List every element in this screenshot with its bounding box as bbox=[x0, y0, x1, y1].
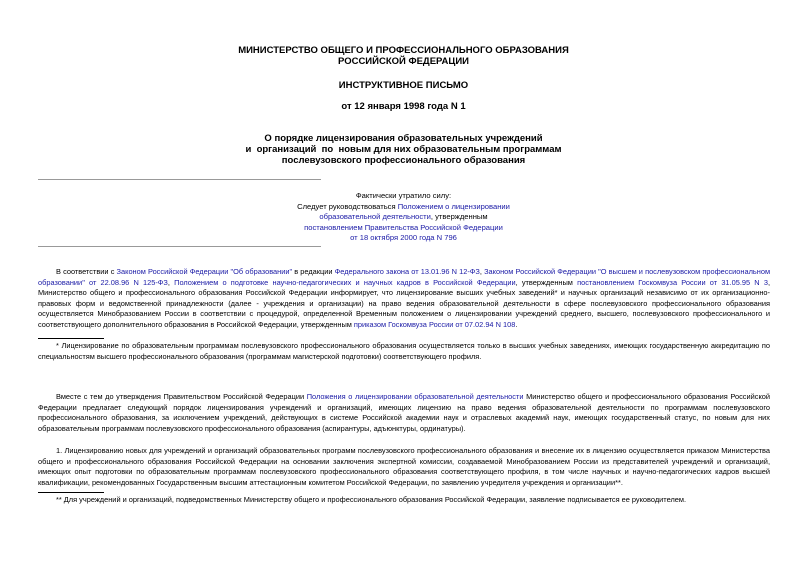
title-line-3: послевузовского профессионального образования bbox=[281, 155, 526, 166]
link-decree-date[interactable]: от 18 октября 2000 года N 796 bbox=[350, 233, 457, 243]
status-note-line-3: образовательной деятельности, утвержденным bbox=[319, 212, 488, 222]
link-goskomvuz-decree[interactable]: постановлением Госкомвуза России от 31.05.95 N 3 bbox=[577, 277, 768, 287]
link-law-education[interactable]: Законом Российской Федерации "Об образовании" bbox=[116, 267, 293, 276]
link-licensing-regulation[interactable]: Положения о лицензировании образовательной деятельности bbox=[306, 392, 524, 401]
document-type: ИНСТРУКТИВНОЕ ПИСЬМО bbox=[338, 80, 469, 91]
divider-top bbox=[38, 179, 321, 180]
link-regulation-cont[interactable]: образовательной деятельности bbox=[319, 212, 431, 222]
link-goskomvuz-order[interactable]: приказом Госкомвуза России от 07.02.94 N 108 bbox=[353, 319, 516, 329]
status-note-line-2: Следует руководствоваться Положением о лицензировании bbox=[297, 201, 510, 211]
paragraph-1: В соответствии с Законом Российской Федерации "Об образовании" в редакции Федерального закона от 13.01.96 N 12-ФЗ, Законом Российской Федерации "О высшем и послевузовском профессиональном образовании" от 22.08.96 N 125-ФЗ, Положением о подготовке научно-педагогических и научных кадров в Российской Федерации, утвержденным постановлением Госкомвуза России от 31.05.95 N 3, Министерство общего и профессионального образования Российской Федерации информирует, что лицензирование высших учебных заведений* и научных организаций независимо от их организационно-правовых форм и ведомственной принадлежности (далее - учреждения и организации) на право ведения образовательной деятельности в сфере послевузовского профессионального образования осуществляется Минобразованием России в соответствии с процедурой, определенной Временным положением о лицензировании учреждений среднего, высшего, послевузовского профессионального и соответствующего дополнительного образования в Российской Федерации, утвержденным приказом Госкомвуза России от 07.02.94 N 108. bbox=[38, 267, 771, 329]
document-title bbox=[0, 133, 807, 166]
title-line-1: О порядке лицензирования образовательных учреждений bbox=[264, 133, 543, 144]
divider-bottom bbox=[38, 246, 321, 247]
link-regulation[interactable]: Положением о лицензировании bbox=[397, 201, 510, 211]
footnote-divider-1 bbox=[38, 338, 104, 339]
ministry-line-2: РОССИЙСКОЙ ФЕДЕРАЦИИ bbox=[337, 56, 469, 67]
link-law-higher-education[interactable]: Законом Российской Федерации "О высшем и послевузовском профессиональном образовании" от 22.08.96 N 125-ФЗ bbox=[38, 267, 771, 287]
status-note-line-5 bbox=[0, 233, 807, 244]
link-government-decree[interactable]: постановлением Правительства Российской Федерации bbox=[304, 222, 503, 232]
footnote-1: * Лицензирование по образовательным программам послевузовского профессионального образования осуществляется только в высших учебных заведениях, имеющих государственную аккредитацию по специальностям высшего профессионального образования (программам магистерской подготовки) соответствующего профиля. bbox=[38, 341, 770, 361]
title-line-2: и организаций по новым для них образовательным программам bbox=[245, 144, 562, 155]
ministry-line-1: МИНИСТЕРСТВО ОБЩЕГО И ПРОФЕССИОНАЛЬНОГО ОБРАЗОВАНИЯ bbox=[238, 45, 569, 56]
footnote-2: ** Для учреждений и организаций, подведомственных Министерству общего и профессионального образования Российской Федерации, заявление подписывается ее руководителем. bbox=[56, 495, 686, 504]
link-regulation-training[interactable]: Положением о подготовке научно-педагогических и научных кадров в Российской Федерации bbox=[174, 277, 516, 287]
status-note bbox=[0, 191, 807, 244]
paragraph-3: 1. Лицензированию новых для учреждений и организаций образовательных программ послевузовского профессионального образования и внесение их в лицензию осуществляется приказом Министерства общего и профессионального образования Российской Федерации на основании заключения экспертной комиссии, создаваемой Минобразованием России из представителей учреждений и организаций, имеющих опыт подготовки по образовательным программам послевузовского профессионального образования соответствующего профиля, в том числе научных и научно-педагогических кадров высшей квалификации, рекомендованных Государственным высшим аттестационным комитетом Российской Федерации, по заявлению учредителя учреждения и организации**. bbox=[38, 446, 770, 487]
link-federal-law[interactable]: Федерального закона от 13.01.96 N 12-ФЗ bbox=[334, 267, 480, 276]
paragraph-2: Вместе с тем до утверждения Правительством Российской Федерации Положения о лицензировании образовательной деятельности Министерство общего и профессионального образования Российской Федерации предлагает следующий порядок лицензирования учреждений и организаций, имеющих лицензию на право ведения образовательной деятельности по программам послевузовского профессионального образования, за исключением учреждений, действующих в системе Российской академии наук и отраслевых академий наук, имеющих государственный статус, по новым для них образовательным программам послевузовского профессионального образования (аспирантуры, адъюнктуры, ординатуры). bbox=[38, 392, 771, 433]
status-note-line-1: Фактически утратило силу: bbox=[355, 191, 452, 200]
document-date: от 12 января 1998 года N 1 bbox=[341, 101, 466, 112]
ministry-name bbox=[0, 45, 807, 67]
status-note-line-4 bbox=[0, 223, 807, 234]
footnote-divider-2 bbox=[38, 492, 104, 493]
